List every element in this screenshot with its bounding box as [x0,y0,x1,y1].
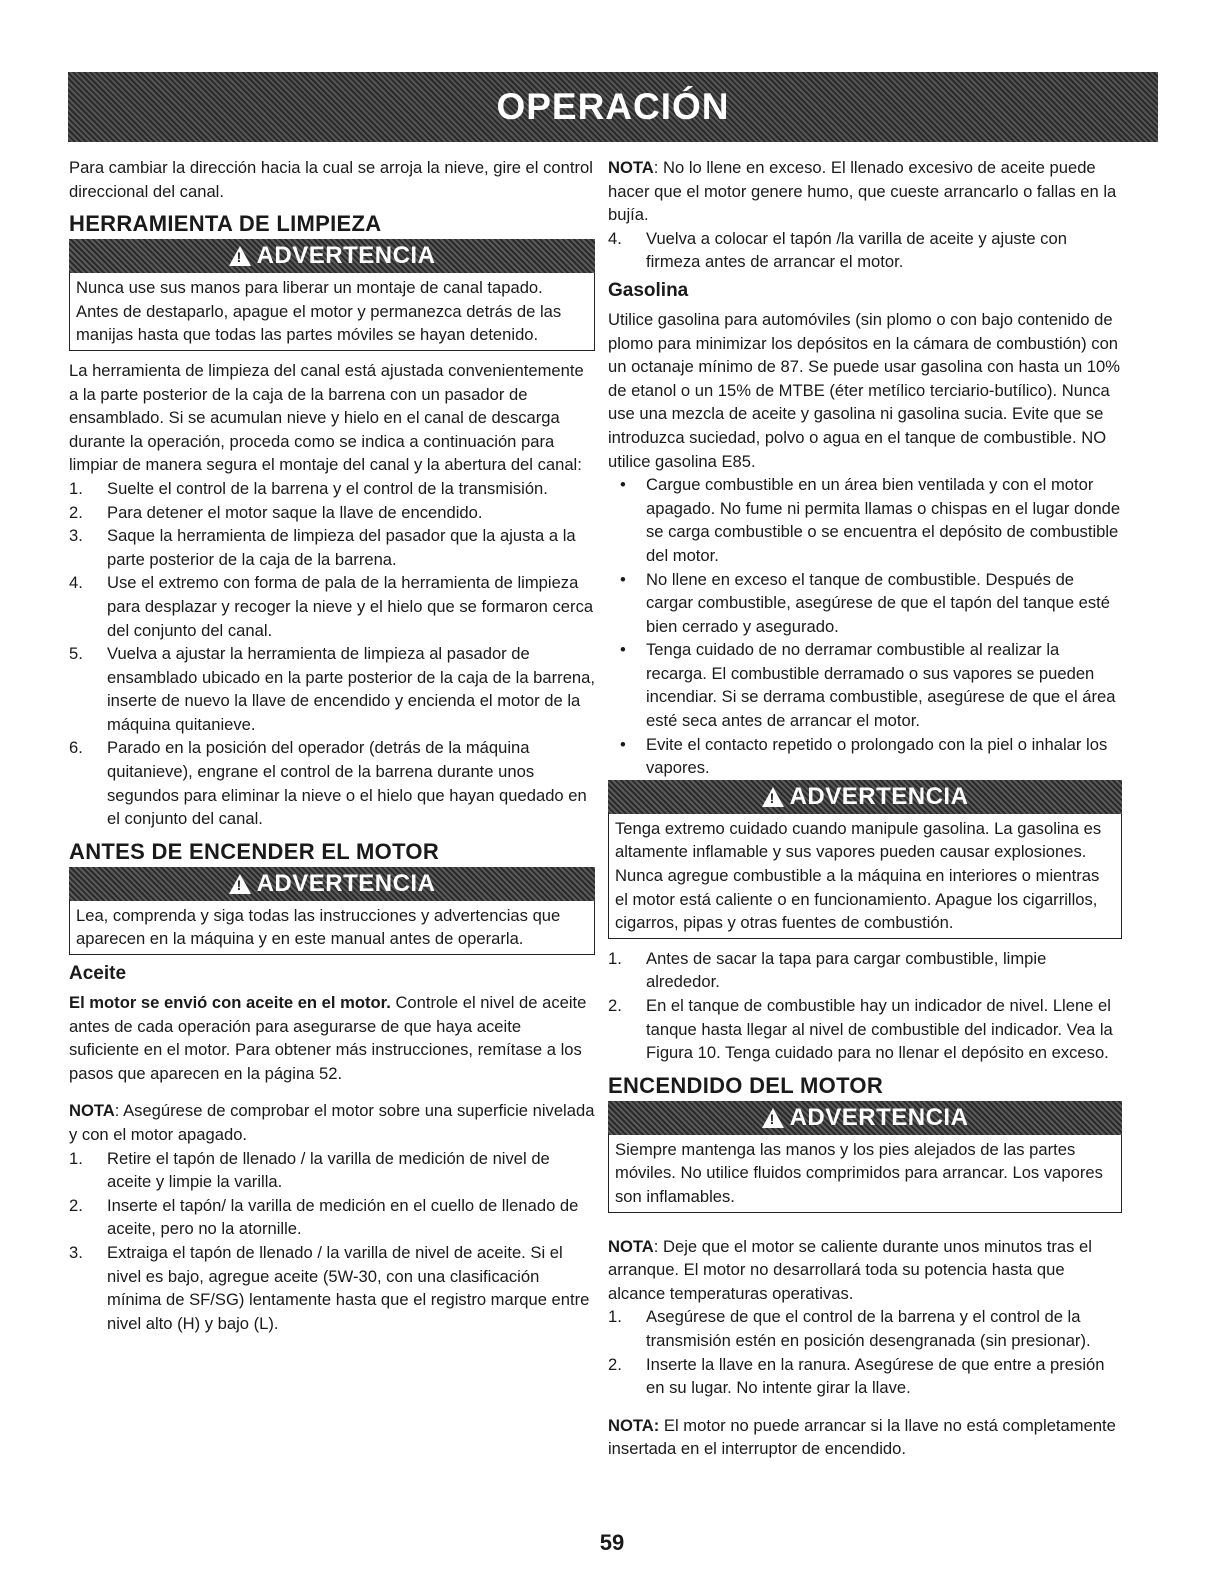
gas-heading: Gasolina [608,279,689,301]
list-item: 1. Asegúrese de que el control de la barrena y el control de la transmisión estén en posición desengranada (sin presionar). [608,1307,1091,1350]
list-item: • Tenga cuidado de no derramar combustible al realizar la recarga. El combustible derramado o sus vapores se pueden incendiar. Si se derrama combustible, asegúrese de que el área esté seca antes de arrancar el motor. [620,640,1116,731]
right-column [608,156,1122,1461]
warning-label: ADVERTENCIA [789,782,969,810]
list-item: • Cargue combustible en un área bien ventilada y con el motor apagado. No fume ni permita llamas o chispas en el lugar donde se carga combustible o se encuentra el depósito de combustible del motor. [620,475,1121,565]
list-item: 1. Antes de sacar la tapa para cargar combustible, limpie alrededor. [608,948,1047,992]
list-item: 6. Parado en la posición del operador (detrás de la máquina quitanieve), engrane el control de la barrena durante unos segundos para eliminar la nieve o el hielo que hayan quedado en el conjunto del canal. [69,738,587,829]
warning-label: ADVERTENCIA [789,1103,969,1131]
page-number: 59 [599,1530,625,1555]
list-item: 4. Vuelva a colocar el tapón /la varilla de aceite y ajuste con firmeza antes de arrancar el motor. [608,228,1067,272]
list-item: 3. Extraiga el tapón de llenado / la varilla de nivel de aceite. Si el nivel es bajo, agregue aceite (5W-30, con una clasificación mínima de SF/SG) lentamente hasta que el registro marque entre nivel alto (H) y bajo (L). [69,1242,590,1333]
before-warning-text: Lea, comprenda y siga todas las instrucciones y advertencias que aparecen en la máquina y en este manual antes de operarla. [69,901,595,955]
list-item: 1. Suelte el control de la barrena y el control de la transmisión. [69,478,548,498]
warmup-note: NOTA: Deje que el motor se caliente durante unos minutos tras el arranque. El motor no desarrollará toda su potencia hasta que alcance temperaturas operativas. [608,1236,1092,1303]
oil-paragraph: El motor se envió con aceite en el motor. Controle el nivel de aceite antes de cada operación para asegurarse de que haya aceite suficiente en el motor. Para obtener más instrucciones, remítase a los pasos que aparecen en la página 52. [69,993,587,1083]
tool-paragraph: La herramienta de limpieza del canal está ajustada convenientemente a la parte posterior de la caja de la barrena con un pasador de ensamblado. Si se acumulan nieve y hielo en el canal de descarga durante la operación, proceda como se indica a continuación para limpiar de manera segura el montaje del canal y la abertura del canal: [69,360,584,475]
oil-overfill-note: NOTA: No lo llene en exceso. El llenado excesivo de aceite puede hacer que el motor genere humo, que cueste arrancarlo o fallas en la bujía. [608,158,1117,225]
warning-label: ADVERTENCIA [256,242,436,270]
oil-note: NOTA: Asegúrese de comprobar el motor sobre una superficie nivelada y con el motor apagado. [69,1101,595,1144]
gas-warning-text: Tenga extremo cuidado cuando manipule gasolina. La gasolina es altamente inflamable y sus vapores pueden causar explosiones. Nunca agregue combustible a la máquina en interiores o mientras el motor está caliente o en funcionamiento. Apague los cigarrillos, cigarros, pipas y otras fuentes de combustión. [608,814,1122,939]
intro-text: Para cambiar la dirección hacia la cual se arroja la nieve, gire el control direccional del canal. [69,158,593,201]
list-item: 2. En el tanque de combustible hay un indicador de nivel. Llene el tanque hasta llegar al nivel de combustible del indicador. Vea la Figura 10. Tenga cuidado para no llenar el depósito en exceso. [608,996,1113,1063]
list-item: 4. Use el extremo con forma de pala de la herramienta de limpieza para desplazar y recoger la nieve y el hielo que se formaron cerca del conjunto del canal. [69,573,594,640]
list-item: • No llene en exceso el tanque de combustible. Después de cargar combustible, asegúrese de que el tapón del tanque esté bien cerrado y asegurado. [620,569,1111,636]
list-item: 5. Vuelva a ajustar la herramienta de limpieza al pasador de ensamblado ubicado en la parte posterior de la caja de la barrena, inserte de nuevo la llave de encendido y encienda el motor de la máquina quitanieve. [69,644,595,734]
list-item: 2. Inserte la llave en la ranura. Asegúrese de que entre a presión en su lugar. No intente girar la llave. [608,1354,1105,1398]
tool-heading: HERRAMIENTA DE LIMPIEZA [69,211,382,237]
start-warning-text: Siempre mantenga las manos y los pies alejados de las partes móviles. No utilice fluidos comprimidos para arrancar. Los vapores son inflamables. [608,1135,1122,1213]
warning-triangle-icon [762,1108,784,1128]
list-item: 1. Retire el tapón de llenado / la varilla de medición de nivel de aceite y limpie la varilla. [69,1148,550,1192]
warning-label: ADVERTENCIA [256,869,436,897]
gas-bullets [608,473,1122,780]
warning-header [69,867,595,901]
warning-triangle-icon [762,787,784,807]
left-column [69,156,595,1335]
warning-triangle-icon [229,874,251,894]
tool-steps-list [69,477,595,831]
section-banner [68,72,1158,142]
gas-paragraph: Utilice gasolina para automóviles (sin plomo o con bajo contenido de plomo para minimizar los depósitos en la cámara de combustión) con un octanaje mínimo de 87. Se puede usar gasolina con hasta un 10% de etanol o un 15% de MTBE (éter metílico terciario-butílico). Nunca use una mezcla de aceite y gasolina ni gasolina sucia. Evite que se introduzca suciedad, polvo o agua en el tanque de combustible. NO utilice gasolina E85. [608,309,1120,471]
warning-header [69,239,595,273]
oil-step-4 [608,227,1122,274]
oil-steps-list [69,1147,595,1336]
before-start-heading: ANTES DE ENCENDER EL MOTOR [69,838,440,864]
oil-heading: Aceite [69,963,127,985]
warning-triangle-icon [229,246,251,266]
key-note: NOTA: El motor no puede arrancar si la llave no está completamente insertada en el interruptor de encendido. [608,1415,1116,1459]
banner-title: OPERACIÓN [496,86,730,127]
list-item: • Evite el contacto repetido o prolongado con la piel o inhalar los vapores. [620,734,1108,778]
gas-steps-list [608,947,1122,1065]
warning-header [608,780,1122,814]
list-item: 3. Saque la herramienta de limpieza del pasador que la ajusta a la parte posterior de la caja de la barrena. [69,526,576,569]
list-item: 2. Para detener el motor saque la llave de encendido. [69,502,483,522]
list-item: 2. Inserte el tapón/ la varilla de medición en el cuello de llenado de aceite, pero no la atornille. [69,1195,579,1239]
engine-start-heading: ENCENDIDO DEL MOTOR [608,1072,884,1098]
start-steps-list [608,1305,1122,1399]
tool-warning-text: Nunca use sus manos para liberar un montaje de canal tapado. Antes de destaparlo, apague el motor y permanezca detrás de las manijas hasta que todas las partes móviles se hayan detenido. [69,273,595,351]
warning-header [608,1101,1122,1135]
